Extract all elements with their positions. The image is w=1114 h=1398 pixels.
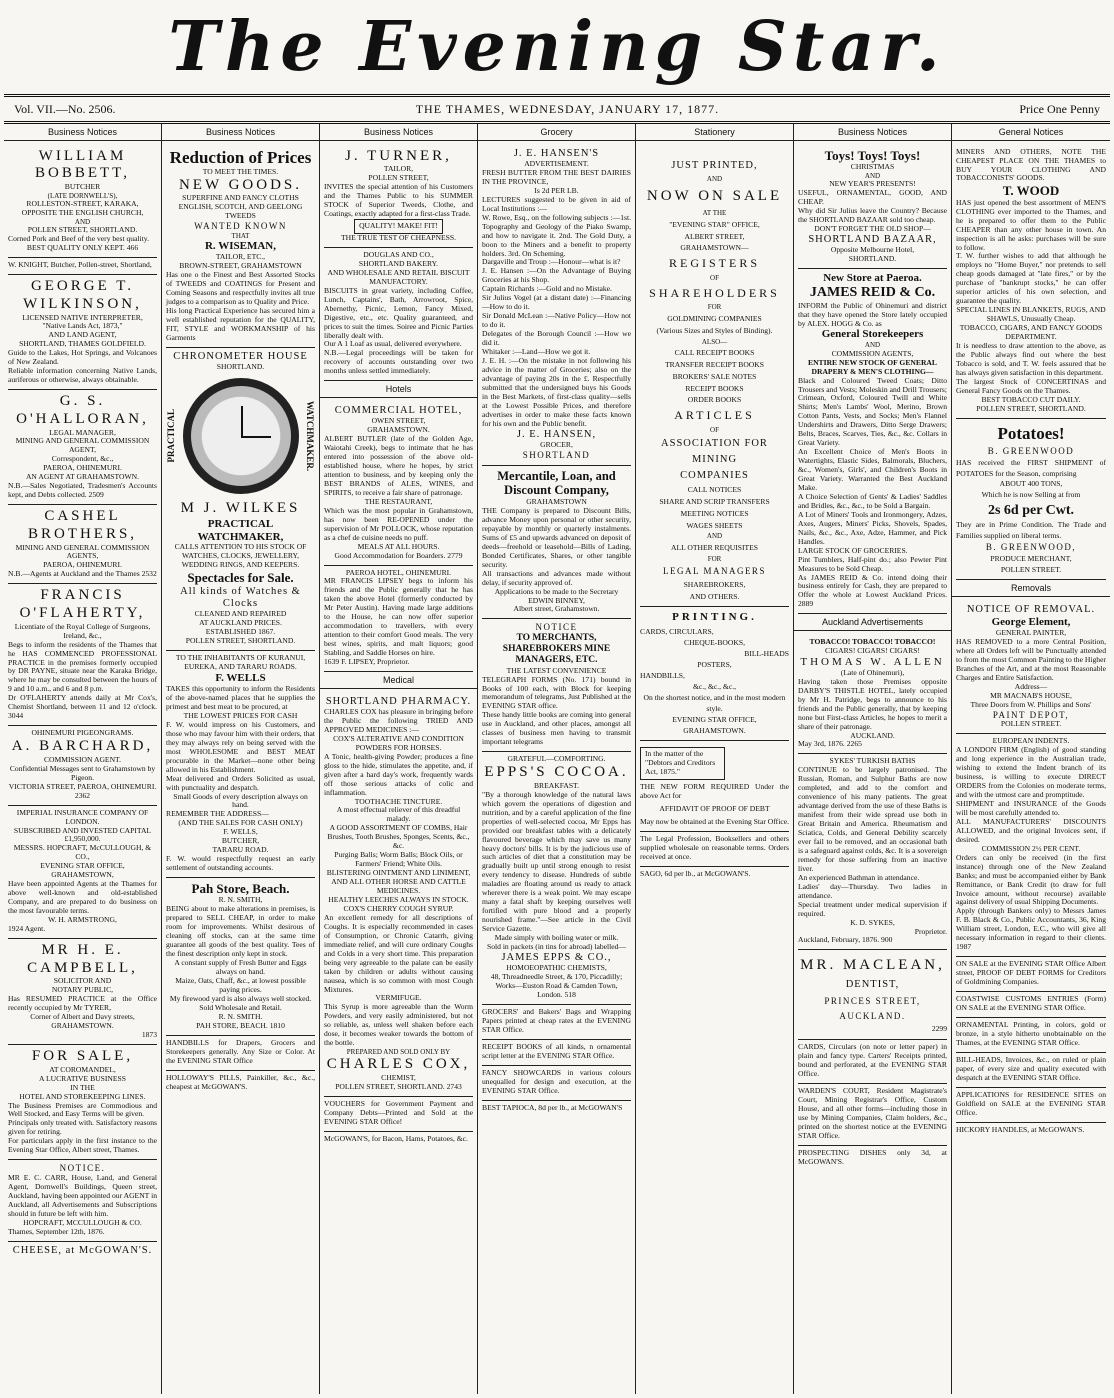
ad-debtors-creditors: In the matter of the "Debtors and Creditors Act, 1875." THE NEW FORM REQUIRED Under the above Act for AFFIDAVIT OF PROOF OF DEBT May now be obtained at the Evening Star Office. [640, 741, 789, 832]
ad-knight: W. KNIGHT, Butcher, Pollen-street, Shortland, [8, 258, 157, 275]
section-heading-hotels: Hotels [320, 381, 477, 398]
section-heading: Grocery [478, 124, 635, 141]
ad-cheese: CHEESE, at McGOWAN'S. [12, 1244, 153, 1256]
section-heading-medical: Medical [320, 672, 477, 689]
volume-number: Vol. VII.—No. 2506. [14, 101, 116, 116]
ad-telegraph-forms: NOTICE TO MERCHANTS, SHAREBROKERS MINE MANAGERS, ETC. THE LATEST CONVENIENCE TELEGRAPH FORMS (No. 171) bound in Books of 100 each, with Block for keeping memorandum of telegrams, Just Published at the EVENING STAR office. These handy little books are coming into general use in Auckland, and other places, amongst all classes of business men having to transmit important telegrams [482, 619, 631, 752]
ad-tapioca: BEST TAPIOCA, 8d per lb., at McGOWAN'S [482, 1102, 623, 1112]
ad-printing: PRINTING. CARDS, CIRCULARS, CHEQUE-BOOKS, BILL-HEADS POSTERS, HANDBILLS, &c., &c., &c., On the shortest notice, and in the most modern style. EVENING STAR OFFICE, GRAHAMSTOWN. [640, 607, 789, 741]
column-7 [952, 124, 1110, 1394]
columns [4, 124, 1110, 1394]
ad-greenwood-potatoes: Potatoes! B. GREENWOOD HAS received the FIRST SHIPMENT of POTATOES for the Season, comprising ABOUT 400 TONS, Which he is now Selling at from 2s 6d per Cwt. They are in Prime Condition. The Trade and Families supplied on liberal terms. B. GREENWOOD, PRODUCE MERCHANT, POLLEN STREET. [956, 419, 1106, 581]
section-heading: Business Notices [4, 124, 161, 141]
section-heading: Stationery [636, 124, 793, 141]
ad-shortland-bazaar: Toys! Toys! Toys! CHRISTMAS AND NEW YEAR'S PRESENTS! USEFUL, ORNAMENTAL, GOOD, AND CHEAP. Why did Sir Julius leave the Country? Because the SHORTLAND BAZAAR sold too cheap. DON'T FORGET THE OLD SHOP— SHORTLAND BAZAAR, Opposite Melbourne Hotel, SHORTLAND. [798, 145, 947, 270]
ad-wilkinson: GEORGE T. WILKINSON, LICENSED NATIVE INTERPRETER, "Native Lands Act, 1873," AND LAND AGENT, SHORTLAND, THAMES GOLDFIELD. Guide to the Lakes, Hot Springs, and Volcanoes of New Zealand. Reliable information concerning Native Lands, auriferous or otherwise, always obtainable. [8, 275, 157, 390]
ad-douglas: DOUGLAS AND CO., SHORTLAND BAKERY. AND WHOLESALE AND RETAIL BISCUIT MANUFACTORY. BISCUITS in great variety, including Coffee, Lunch, Captains', Bath, Arrowroot, Spice, Abernethy, Picnic, Lemon, Fancy Mixed, Digestive, etc., etc. Quality guaranteed, and prices to suit the times. Soiree and Picnic Parties liberally dealt with. Our A 1 Loaf as usual, delivered everywhere. N.B.—Legal proceedings will be taken for recovery of accounts outstanding over two months unless settled immediately. [324, 248, 473, 381]
ad-hansen: J. E. HANSEN'S ADVERTISEMENT. FRESH BUTTER FROM THE BEST DAIRIES IN THE PROVINCE, Is 2d PER LB. LECTURES suggested to be given in aid of Local Institutions :— W. Rowe, Esq., on the following subjects :—1st. Topography and Geology of the Piako Swamp, and how to navigate it. 2nd. The Gold Duty, a boon to the Miners and a benefit to property holders. 3rd. On Scheming. Dargaville and Troup :—Honour—what is it? J. E. Hansen :—On the Advantage of Buying Groceries at his Shop. Captain Richards :—Gold and no Mistake. Sir Julius Vogel (at a distant date) :—Financing—How to do it. Sir Donald McLean :—Native Policy—How not to do it. Delegates of the Borough Council :—How we did it. Whitaker :—Land—How we got it. J. E. H. :—On the mistake in not following his advice in the matter of Groceries; also on the advantage of paying 20s in the £. Respectfully submitted that the undersigned buys his Goods in the Best Markets, of first-class quality—sells at the Lowest Possible Prices, and therefore advertises in order to make these facts known for his own and the Public benefit. J. E. HANSEN, GROCER, SHORTLAND [482, 145, 631, 466]
ad-receipt-books: RECEIPT BOOKS of all kinds, n ornamental script letter at the EVENING STAR Office. [482, 1040, 631, 1066]
ad-just-printed: JUST PRINTED, AND NOW ON SALE AT THE "EVENING STAR" OFFICE, ALBERT STREET, GRAHAMSTOWN— REGISTERS OF SHAREHOLDERS FOR GOLDMINING COMPANIES (Various Sizes and Styles of Binding). ALSO— CALL RECEIPT BOOKS TRANSFER RECEIPT BOOKS BROKERS' SALE NOTES RECEIPT BOOKS ORDER BOOKS ARTICLES OF ASSOCIATION FOR MINING COMPANIES CALL NOTICES SHARE AND SCRIP TRANSFERS MEETING NOTICES WAGES SHEETS AND ALL OTHER REQUISITES FOR LEGAL MANAGERS SHAREBROKERS, AND OTHERS. [640, 145, 789, 608]
ad-oflaherty: FRANCIS O'FLAHERTY, Licentiate of the Royal College of Surgeons, Ireland, &c., Begs to inform the residents of the Thames that he HAS COMMENCED PROFESSIONAL PRACTICE in the premises formerly occupied by DR PAYNE, situate near the Karaka Bridge, where he may be consulted between the hours of 9 and 10 a.m., and 6 and 8 p.m. Dr O'FLAHERTY attends daily at Mr Cox's, Chemist Shortland, between 11 and 12 o'clock. 3044 [8, 584, 157, 726]
ad-paeroa-hotel: PAEROA HOTEL, OHINEMURI. MR FRANCIS LIPSEY begs to inform his friends and the Public generally that he has taken the above Hotel (formerly conducted by Mr Peter Austin). Having made large additions to the House, he can now offer superior accommodation to travellers, with every attention to their comfort Good meals. The very best wines, spirits, and malt liquors; good Stabling, and Saddle Horses on hire. 1639 F. LIPSEY, Proprietor. [324, 566, 473, 672]
newspaper-title: The Evening Star. [168, 7, 946, 87]
ad-imperial-insurance: IMPERIAL INSURANCE COMPANY OF LONDON. SUBSCRIBED AND INVESTED CAPITAL £1,950,000. MESSRS. HOPCRAFT, McCULLOUGH, & CO., EVENING STAR OFFICE, GRAHAMSTOWN, Have been appointed Agents at the Thames for above well-known and old-established Company, and are prepared to do business on the most favourable terms. W. H. ARMSTRONG, 1924 Agent. [8, 806, 157, 939]
section-heading: Business Notices [320, 124, 477, 141]
column-6 [794, 124, 952, 1394]
ad-grocers-bags: GROCERS' and Bakers' Bags and Wrapping Papers printed at cheap rates at the EVENING STAR Office. [482, 1005, 631, 1040]
section-heading: General Notices [952, 124, 1110, 141]
ad-for-sale: FOR SALE, AT COROMANDEL, A LUCRATIVE BUSINESS IN THE HOTEL AND STOREKEEPING LINES. The Business Premises are Commodious and Well Stocked, and Easy Terms will be given. Principals only treated with. Satisfactory reasons given for retiring. For particulars apply in the first instance to the Evening Star Office, Albert street, Thames. [8, 1045, 157, 1160]
section-heading: Business Notices [794, 124, 951, 141]
ad-wilkes: CHRONOMETER HOUSE SHORTLAND. PRACTICAL WATCHMAKER. M J. WILKES PRACTICAL WATCHMAKER, CALLS ATTENTION TO HIS STOCK OF WATCHES, CLOCKS, JEWELLERY, WEDDING RINGS, AND KEEPERS. Spectacles for Sale. All kinds of Watches & Clocks CLEANED AND REPAIRED AT AUCKLAND PRICES. ESTABLISHED 1867. POLLEN STREET, SHORTLAND. [166, 348, 315, 652]
ad-wells: TO THE INHABITANTS OF KURANUI, EUREKA, AND TARARU ROADS. F. WELLS TAKES this opportunity to inform the Residents of the above-named places that he supplies the primest and best meat to be procured, at THE LOWEST PRICES FOR CASH F. W. would impress on his Customers, and those who may favour him with their orders, that they may always rely on being served with the most WHOLESOME and BEST MEAT procurable in the Market—none other being allowed in his Establishment. Meat delivered and Orders Solicited as usual, with punctuality and despatch. Small Goods of every description always on hand. REMEMBER THE ADDRESS— (AND THE SALES FOR CASH ONLY) F. WELLS, BUTCHER, TARARU ROAD. F. W. would respectfully request an early settlement of outstanding accounts. [166, 651, 315, 878]
ad-barchard: OHINEMURI PIGEONGRAMS. A. BARCHARD, COMMISSION AGENT. Confidential Messages sent to Grahamstown by Pigeon. VICTORIA STREET, PAEROA, OHINEMURI. 2362 [8, 726, 157, 805]
ad-sykes-baths: SYKES' TURKISH BATHS CONTINUE to be largely patronised. The Russian, Roman, and Sulphur Baths are now completed, and add to the comfort and convenience of his many patients. The great advantage derived from the use of these Baths is manifest from their wide spread use both in Great Britain and America. Rheumatism and Sciatica, Colds, and General Debility scarcely ever fail to be removed, and an occasional bath is a safeguard against colds, &c. It is a sovereign remedy for those suffering from an inactive liver. An experienced Bathman in attendance. Ladies' day—Thursday. Two ladies in attendance. Special treatment under medical supervision if required. K. D. SYKES, Proprietor. Auckland, February, 1876. 900 [798, 754, 947, 950]
ad-cards-circulars: CARDS, Circulars (on note or letter paper) in plain and fancy type. Carters' Receipts printed, bound and perforated, at the EVENING STAR Office. [798, 1040, 947, 1084]
ad-wardens-court: WARDEN'S COURT, Resident Magistrate's Court, Mining Registrar's Office, Custom House, and all other forms—including those in use by Mining Companies, Claim holders, &c., printed on the shortest notice at the EVENING STAR Office. [798, 1084, 947, 1146]
ad-campbell: MR H. E. CAMPBELL, SOLICITOR AND NOTARY PUBLIC, Has RESUMED PRACTICE at the Office recently occupied by Mr TYRER, Corner of Albert and Davy streets, GRAHAMSTOWN. 1873 [8, 939, 157, 1045]
ad-commercial-hotel: COMMERCIAL HOTEL, OWEN STREET, GRAHAMSTOWN. ALBERT BUTLER (late of the Golden Age, Waiotahi Creek), begs to intimate that he has entered into possession of the above old-established house, where he hopes, by strict attention to business, and by keeping only the BEST BRANDS of ALES, WINES, and SPIRITS, to receive a fair share of patronage. THE RESTAURANT, Which was the most popular in Grahamstown, has now been RE-OPENED under the supervision of Mr POLLOCK, whose reputation as a chef de cuisine needs no puff. MEALS AT ALL HOURS. Good Accommodation for Boarders. 2779 [324, 402, 473, 566]
masthead [4, 0, 1110, 94]
ad-george-element: NOTICE OF REMOVAL. George Element, GENERAL PAINTER, HAS REMOVED to a more Central Position, where all Orders left will be Punctually attended to from the most Common Painting to the Higher Branches of the Art, and at the most Reasonable Charges and Entire Satisfaction. Address— MR MACNAB'S HOUSE, Three Doors from W. Phillips and Sons' PAINT DEPOT, POLLEN STREET. [956, 601, 1106, 734]
ad-fancy-showcards: FANCY SHOWCARDS in various colours unequalled for design and execution, at the EVENING STAR Office. [482, 1066, 631, 1101]
ad-mcgowans-bacon: McGOWAN'S, for Bacon, Hams, Potatoes, &c. [324, 1133, 468, 1143]
ad-mercantile-loan: Mercantile, Loan, and Discount Company, GRAHAMSTOWN THE Company is prepared to Discount Bills, advance Money upon personal or other security, repayable by monthly or quarterly instalments. Sums of £5 and upwards advanced on deposit of deeds—freehold or leasehold—Bills of Lading, Bonded Certificates, Shares, or other tangible security. All transactions and advances made without delay, if security approved of. Applications to be made to the Secretary EDWIN BINNEY, Albert street, Grahamstown. [482, 466, 631, 620]
ad-bobbett: WILLIAM BOBBETT, BUTCHER (LATE DORNWELL'S), ROLLESTON-STREET, KARAKA, OPPOSITE THE ENGLISH CHURCH, AND POLLEN STREET, SHORTLAND. Corned Pork and Beef of the very best quality. BEST QUALITY ONLY KEPT. 466 [8, 145, 157, 259]
section-heading-auckland: Auckland Advertisements [794, 614, 951, 631]
section-heading-removals: Removals [952, 580, 1110, 597]
ad-prospecting-dishes: PROSPECTING DISHES only 3d, at McGOWAN'S. [798, 1147, 947, 1166]
ad-turner: J. TURNER, TAILOR, POLLEN STREET, INVITES the special attention of his Customers and the Thames Public to his SUMMER STOCK of Superior Tweeds, Clothe, and Coatings, exactly adapted for a first-class Trade. QUALITY! MAKE! FIT! THE TRUE TEST OF CHEAPNESS. [324, 145, 473, 248]
ad-european-indents: EUROPEAN INDENTS. A LONDON FIRM (English) of good standing and long experience in the Australian trade, wishing to extend the Indent branch of its business, is willing to execute DIRECT ORDERS from the Colonies on moderate terms, and with the utmost care and promptitude. SHIPMENT and INSURANCE of the Goods will be most carefully attended to. ALL MANUFACTURERS' DISCOUNTS ALLOWED, and the original Invoices sent, if desired. COMMISSION 2½ PER CENT. Orders can only be received (in the first instance) through one of the New Zealand Banks; and must be accompanied either by Bank Remittance, or Bank Credit (to draw for full Invoice amount, without recourse) available against delivery of usual Shipping Documents. Apply (through Bankers only) to Messrs James F. B. Black & Co., Public Accountants, 36, King William street, London, E.C., who will give all necessary information in regard to their clients. 1987 [956, 734, 1106, 957]
ad-epps-cocoa: GRATEFUL—COMFORTING. EPPS'S COCOA. BREAKFAST. "By a thorough knowledge of the natural laws which govern the operations of digestion and nutrition, and by a careful application of the fine properties of well-selected cocoa, Mr Epps has provided our breakfast tables with a delicately flavoured beverage which may save us many heavy doctors' bills. It is by the judicious use of such articles of diet that a constitution may be gradually built up until strong enough to resist every tendency to disease. Hundreds of subtle maladies are floating around us ready to attack wherever there is a weak point. We may escape many a fatal shaft by keeping ourselves well fortified with pure blood and a properly nourished frame."—See article in the Civil Service Gazette. Made simply with boiling water or milk. Sold in packets (in tins for abroad) labelled— JAMES EPPS & CO., HOMOEOPATHIC CHEMISTS, 48, Threadneedle Street, & 170, Piccadilly; Works—Euston Road & Camden Town, London. 518 [482, 752, 631, 1005]
ad-coastwise-customs: COASTWISE CUSTOMS ENTRIES (Form) ON SALE at the EVENING STAR Office. [956, 992, 1106, 1018]
practical-label: PRACTICAL [166, 409, 176, 463]
ad-thomas-allen: TOBACCO! TOBACCO! TOBACCO! CIGARS! CIGARS! CIGARS! THOMAS W. ALLEN (Late of Ohinemuri), Having taken those Premises opposite DARBY'S THISTLE HOTEL, lately occupied by Mr H. Patridge, begs to announce to his friends and the Public generally, that by keeping none but First-class Articles, he hopes to merit a share of their patronage. AUCKLAND. May 3rd, 1876. 2265 [798, 635, 947, 754]
ad-proof-of-debt: ON SALE at the EVENING STAR Office Albert street, PROOF OF DEBT FORMS for Creditors of Goldmining Companies. [956, 957, 1106, 992]
ad-ornamental-printing: ORNAMENTAL Printing, in colors, gold or bronze, in a style hitherto unobtainable on the Thames, at the EVENING STAR Office. [956, 1018, 1106, 1053]
ad-cashel: CASHEL BROTHERS, MINING AND GENERAL COMMISSION AGENTS, PAEROA, OHINEMURI. N.B.—Agents at Auckland and the Thames 2532 [8, 505, 157, 584]
ad-pah-store: Pah Store, Beach. R. N. SMITH, BEING about to make alterations in premises, is prepared to SELL CHEAP, in order to make room for improvements. Whilst desirous of cleaning off stocks, can at the same time guarantee all goods of the best quality. Tees of the finest description only kept in stock. A constant supply of Fresh Butter and Eggs always on hand. Maize, Oats, Chaff, &c., at lowest possible paying prices. My firewood yard is also always well stocked. Sold Wholesale and Retail. R. N. SMITH. PAH STORE, BEACH. 1810 [166, 878, 315, 1036]
watchmaker-label: WATCHMAKER. [305, 400, 315, 471]
pocket-watch-icon [183, 378, 299, 494]
ad-ohalloran: G. S. O'HALLORAN, LEGAL MANAGER, MINING AND GENERAL COMMISSION AGENT, Correspondent, &c., PAEROA, OHINEMURI. AN AGENT AT GRAHAMSTOWN. N.B.—Sales Negotiated, Tradesmen's Accounts kept, and Debts collected. 2509 [8, 390, 157, 505]
ad-residence-sites: APPLICATIONS for RESIDENCE SITES on Goldfield on SALE at the EVENING STAR Office. [956, 1088, 1106, 1123]
column-1 [4, 124, 162, 1394]
ad-wiseman: Reduction of Prices TO MEET THE TIMES. NEW GOODS. SUPERFINE AND FANCY CLOTHS ENGLISH, SCOTCH, AND GEELONG TWEEDS WANTED KNOWN THAT R. WISEMAN, TAILOR, ETC., BROWN-STREET, GRAHAMSTOWN Has one o the Finest and Best Assorted Stocks of TWEEDS and COATINGS for Present and Coming Seasons and respectfully invites all true judges to a comparison as to Quality and Price. His long Practical Experience has secured him a well established reputation for the QUALITY, FIT, STYLE and WORKMANSHIP of his Garments [166, 145, 315, 348]
ad-handbills: HANDBILLS for Drapers, Grocers and Storekeepers generally. Any Size or Color. At the EVENING STAR Office [166, 1036, 315, 1071]
ad-legal-profession: The Legal Profession, Booksellers and others supplied wholesale on reasonable terms. Orders received at once. [640, 832, 789, 867]
column-5 [636, 124, 794, 1394]
ad-james-reid: New Store at Paeroa. JAMES REID & Co. INFORM the Public of Ohinemuri and district that they have opened the Store lately occupied by ALEX. HOGG & Co. as General Storekeepers AND COMMISSION AGENTS, ENTIRE NEW STOCK OF GENERAL DRAPERY & MEN'S CLOTHING— Black and Coloured Tweed Coats; Ditto Trousers and Vests; Moleskin and Drill Trousers; Crimean, Oxford, Coloured Twill and White Shirts; Men's Lambs' Wool, Merino, Brown Cotton Pants, Vests, and Socks; Men's Flannel Undershirts and Drawers, Ditto Serge Drawers; Belts, Braces, Scarves, Ties, &c., &c. Collars in Great Variety. An Excellent Choice of Men's Boots in Watertights, Elastic Sides, Balmorals, Bluchers, &c., Women's, Girls', and Children's Boots in Great Variety. Warranted the Best Auckland Make. A Choice Selection of Gents' & Ladies' Saddles and Bridles, &c., &c., to be Sold a Bargain. A Lot of Miners' Tools and Ironmongery, Adzes, Axes, Augers, Miners' Picks, Shovels, Spades, Nails, &c., &c., Axe, Adze, Hammer, and Pick Handles. LARGE STOCK OF GROCERIES. Pint Tumblers, Half-pint do.; also Pewter Pint Measures to be Sold Cheap. As JAMES REID & Co. intend doing their business entirely for Cash, they are prepared to Offer the whole at Lowest Auckland Prices. 2889 [798, 269, 947, 614]
ad-holloway: HOLLOWAY'S PILLS, Painkiller, &c., &c., cheapest at McGOWAN'S. [166, 1072, 315, 1091]
section-heading: Business Notices [162, 124, 319, 141]
ad-bill-heads: BILL-HEADS, Invoices, &c., on ruled or plain paper, of every size and quality executed with despatch at the EVENING STAR Office. [956, 1053, 1106, 1088]
column-2 [162, 124, 320, 1394]
ad-sago: SAGO, 6d per lb., at McGOWAN'S. [640, 868, 751, 878]
ad-vouchers: VOUCHERS for Government Payment and Company Debts—Printed and Sold at the EVENING STAR Office! [324, 1097, 473, 1132]
ad-t-wood: MINERS AND OTHERS, NOTE THE CHEAPEST PLACE ON THE THAMES to BUY YOUR CLOTHING AND TOBACCONISTS' GOODS. T. WOOD HAS just opened the best assortment of MEN'S CLOTHING ever imported to the Thames, and he is prepared to offer them to the Public CHEAPER than any other house in town. An inspection is all he asks: purchases will be sure to follow. T. W. further wishes to add that although he employs no "Home Buyer," nor pretends to sell cheap goods damaged at "late fires," or by the purchase of "bankrupt stocks," he can offer superior articles of his own selection, and guarantee the quality. SPECIAL LINES IN BLANKETS, RUGS, AND SHAWLS, Unusually Cheap. TOBACCO, CIGARS, AND FANCY GOODS DEPARTMENT. It is needless to draw attention to the above, as the Public always find out where the best Tobacco is sold, and T. W. feels assured that he has always given satisfaction in this department. The largest Stock of CONCERTINAS and General Fancy Goods on the Thames. BEST TOBACCO CUT DAILY. POLLEN STREET, SHORTLAND. [956, 145, 1106, 419]
ad-notice-carr: NOTICE. MR E. C. CARR, House, Land, and General Agent, Dornwell's Buildings, Queen street, Auckland, having been appointed our AGENT in Auckland, all Advertisements and Subscriptions should in future be left with him. HOPCRAFT, MCCULLOUGH & CO. Thames, September 12th, 1876. [8, 1160, 157, 1241]
price: Price One Penny [1019, 101, 1100, 116]
column-4 [478, 124, 636, 1394]
column-3 [320, 124, 478, 1394]
ad-hickory-handles: HICKORY HANDLES, at McGOWAN'S. [956, 1124, 1085, 1134]
ad-maclean-dentist: MR. MACLEAN, DENTIST, PRINCES STREET, AUCKLAND. 2299 [798, 950, 947, 1040]
ad-shortland-pharmacy: SHORTLAND PHARMACY. CHARLES COX has pleasure in bringing before the Public the following TRIED AND APPROVED MEDICINES :— COX'S ALTERATIVE AND CONDITION POWDERS FOR HORSES. A Tonic, health-giving Powder; produces a fine gloss to the hide, stimulates the appetite, and, if given after a hard day's work, frequently wards off those serious attacks of colic and inflammation. TOOTHACHE TINCTURE. A most effectual reliever of this dreadful malady. A GOOD ASSORTMENT OF COMBS, Hair Brushes, Tooth Brushes, Sponges, Scents, &c., &c. Purging Balls; Worm Balls; Block Oils, or Farmers' Friend; White Oils. BLISTERING OINTMENT AND LINIMENT, AND ALL OTHER HORSE AND CATTLE MEDICINES. HEALTHY LEECHES ALWAYS IN STOCK. COX'S CHERRY COUGH SYRUP. An excellent remedy for all descriptions of Coughs. It is especially recommended in cases of Consumption, or Chronic Catarrh, giving immediate relief, and will cure ordinary Coughs and Colds in a very short time. This preparation being very agreeable to the palate can be easily taken by children or adults without causing nausea, which is so common with most Cough Mixtures. VERMIFUGE. This Syrup is more agreeable than the Worm Powders, and very easily administered, but not so reliable, as, unless well shaken before each dose, it becomes weaker towards the bottom of the bottle. PREPARED AND SOLD ONLY BY CHARLES COX, CHEMIST, POLLEN STREET, SHORTLAND. 2743 [324, 693, 473, 1097]
place-date: THE THAMES, WEDNESDAY, JANUARY 17, 1877. [415, 101, 720, 116]
dateline [4, 94, 1110, 124]
